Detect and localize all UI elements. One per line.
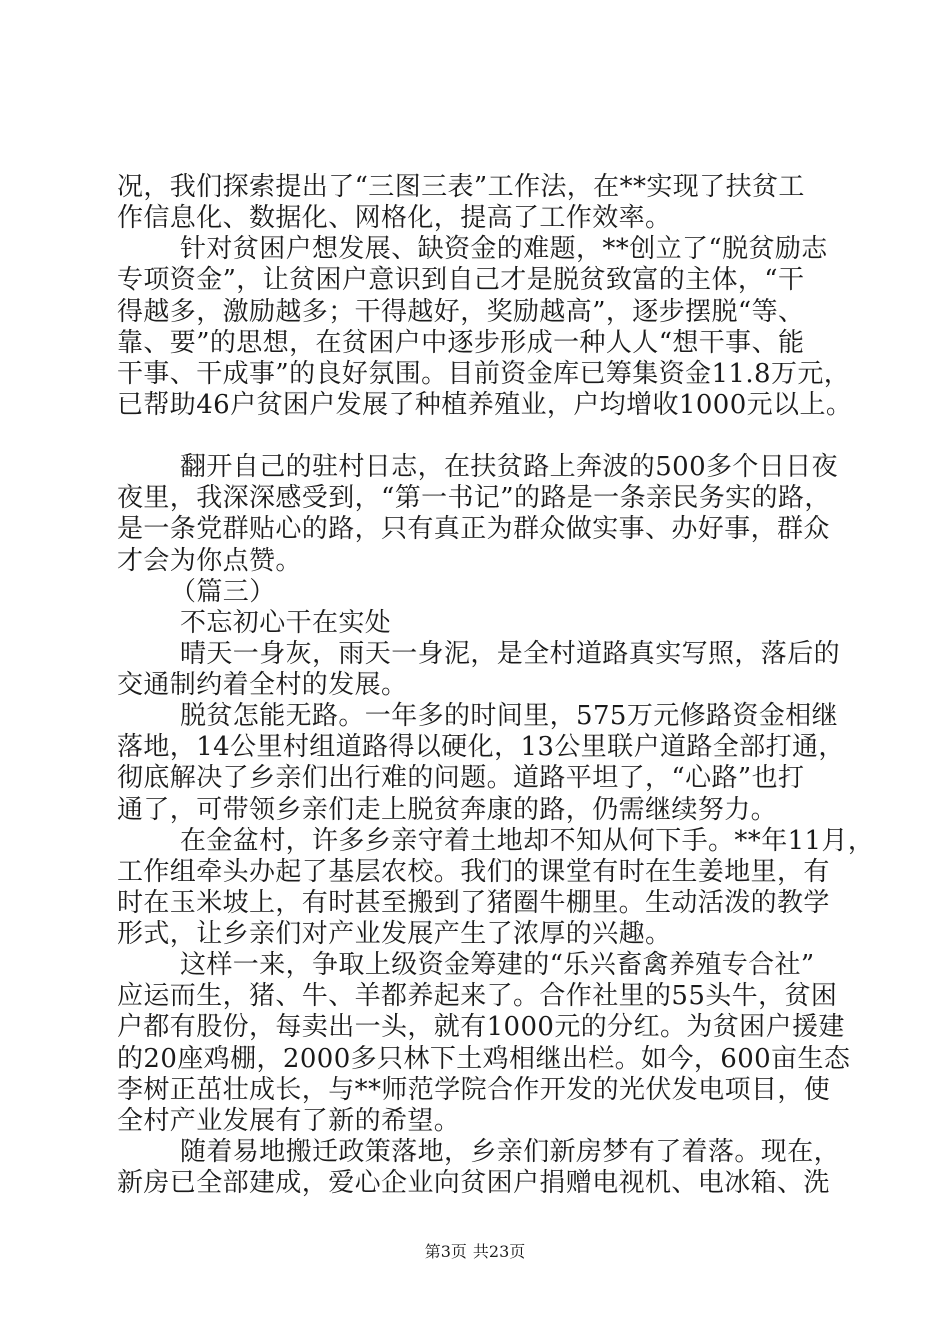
text-line: 针对贫困户想发展、缺资金的难题，**创立了“脱贫励志 [180,234,828,264]
text-line: 全村产业发展有了新的希望。 [117,1106,461,1136]
text-line: 脱贫怎能无路。一年多的时间里，575万元修路资金相继 [180,701,839,731]
text-line: 新房已全部建成，爱心企业向贫困户捐赠电视机、电冰箱、洗 [117,1168,830,1198]
text-line: 才会为你点赞。 [117,546,302,576]
text-line: 况，我们探索提出了“三图三表”工作法，在**实现了扶贫工 [117,172,805,202]
text-line: 落地，14公里村组道路得以硬化，13公里联户道路全部打通， [117,732,845,762]
text-line: 干事、干成事”的良好氛围。目前资金库已筹集资金11.8万元， [117,359,851,389]
text-line: 在金盆村，许多乡亲守着土地却不知从何下手。**年11月， [180,826,875,856]
text-line: 交通制约着全村的发展。 [117,670,408,700]
total-pages: 共23页 [472,1242,526,1261]
text-line: 工作组牵头办起了基层农校。我们的课堂有时在生姜地里，有 [117,857,830,887]
text-line: 户都有股份，每卖出一头，就有1000元的分红。为贫困户援建 [117,1012,845,1042]
text-line: 靠、要”的思想，在贫困户中逐步形成一种人人“想干事、能 [117,328,805,358]
text-line: 晴天一身灰，雨天一身泥，是全村道路真实写照，落后的 [180,639,841,669]
text-line: 翻开自己的驻村日志，在扶贫路上奔波的500多个日日夜 [180,452,839,482]
page-footer [0,1242,950,1262]
section-heading: （篇三） [170,577,276,607]
text-line: 是一条党群贴心的路，只有真正为群众做实事、办好事，群众 [117,514,830,544]
text-line: 得越多，激励越多；干得越好，奖励越高”，逐步摆脱“等、 [117,297,805,327]
text-line: 通了，可带领乡亲们走上脱贫奔康的路，仍需继续努力。 [117,795,778,825]
text-line: 的20座鸡棚，2000多只林下土鸡相继出栏。如今，600亩生态 [117,1044,851,1074]
text-line: 应运而生，猪、牛、羊都养起来了。合作社里的55头牛，贫困 [117,981,838,1011]
text-line: 李树正茁壮成长，与**师范学院合作开发的光伏发电项目，使 [117,1075,831,1105]
text-line: 专项资金”，让贫困户意识到自己才是脱贫致富的主体，“干 [117,265,805,295]
page-number: 第3页 [424,1242,467,1261]
text-line: 彻底解决了乡亲们出行难的问题。道路平坦了，“心路”也打 [117,763,805,793]
text-line: 作信息化、数据化、网格化，提高了工作效率。 [117,203,672,233]
text-line: 已帮助46户贫困户发展了种植养殖业，户均增收1000元以上。 [117,390,853,420]
text-line: 夜里，我深深感受到，“第一书记”的路是一条亲民务实的路， [117,483,831,513]
text-line: 时在玉米坡上，有时甚至搬到了猪圈牛棚里。生动活泼的教学 [117,888,830,918]
text-line: 随着易地搬迁政策落地，乡亲们新房梦有了着落。现在， [180,1137,841,1167]
section-title: 不忘初心干在实处 [180,608,392,638]
text-line: 形式，让乡亲们对产业发展产生了浓厚的兴趣。 [117,919,672,949]
text-line: 这样一来，争取上级资金筹建的“乐兴畜禽养殖专合社” [180,950,815,980]
